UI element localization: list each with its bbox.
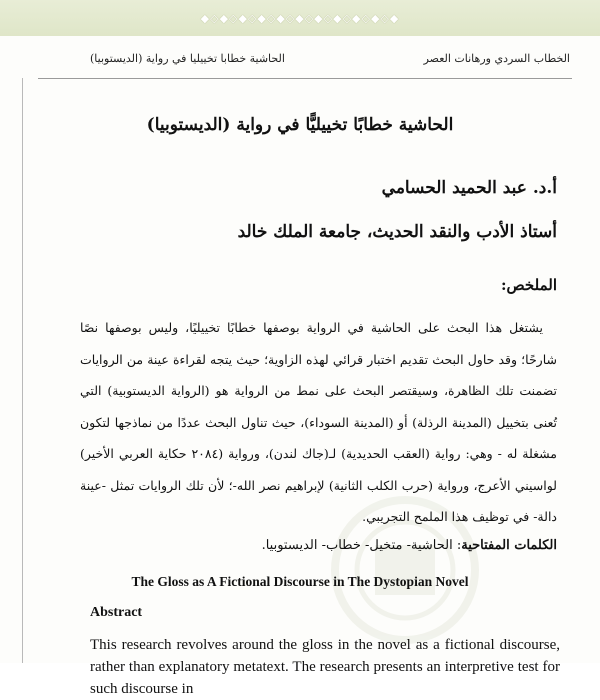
keywords-line	[262, 538, 557, 553]
english-title: The Gloss as A Fictional Discourse in The Dystopian Novel	[131, 574, 469, 589]
running-header-journal: الخطاب السردي ورهانات العصر	[423, 52, 570, 65]
author-name: أ.د. عبد الحميد الحسامي	[381, 178, 557, 198]
abstract-ar-body: يشتغل هذا البحث على الحاشية في الرواية بوصفها خطابًا تخييليًا، وليس بوصفها نصًا شارحًا؛ وقد حاول البحث تقديم اختبار قرائي لهذه الزاوية؛ حيث يتجه لقراءة عينة من الروايات تضمنت تلك الظاهرة، وسيقتصر البحث على نمط من الرواية هو (الرواية الديستوبية) التي تُعنى بتخييل (المدينة الرذلة) أو (المدينة السوداء)، حيث تناول البحث عددًا من نماذجها لتكون مشغلة له - وهي: رواية (العقب الحديدية) لـ(جاك لندن)، ورواية (٢٠٨٤ حكاية العربي الأخير) لواسيني الأعرج، ورواية (حرب الكلب الثانية) لإبراهيم نصر الله-؛ لأن تلك الروايات تمثل -عينة دالة- في توظيف هذا الملمح التجريبي.	[80, 320, 557, 524]
keywords-value: : الحاشية- متخيل- خطاب- الديستوبيا.	[261, 538, 462, 553]
header-rule	[38, 78, 572, 79]
abstract-en-body: This research revolves around the gloss in the novel as a fictional discourse, rather than explanatory metatext. The research presents an interpretive test for such discourse in	[90, 637, 560, 697]
abstract-en-heading: Abstract	[90, 605, 143, 620]
running-header	[40, 52, 570, 68]
abstract-ar-heading: الملخص:	[501, 276, 557, 294]
running-header-article: الحاشية خطابا تخييليا في رواية (الديستوبيا)	[90, 52, 285, 65]
arabic-title: الحاشية خطابًا تخييليًّا في رواية (الديستوبيا)	[146, 115, 454, 135]
ornament-border: ◆◇◆◇◆◇◆◇◆◇◆◇◆◇◆◇◆◇◆◇◆	[200, 12, 400, 25]
author-affiliation: أستاذ الأدب والنقد الحديث، جامعة الملك خالد	[237, 222, 557, 242]
keywords-label: الكلمات المفتاحية	[461, 538, 557, 553]
